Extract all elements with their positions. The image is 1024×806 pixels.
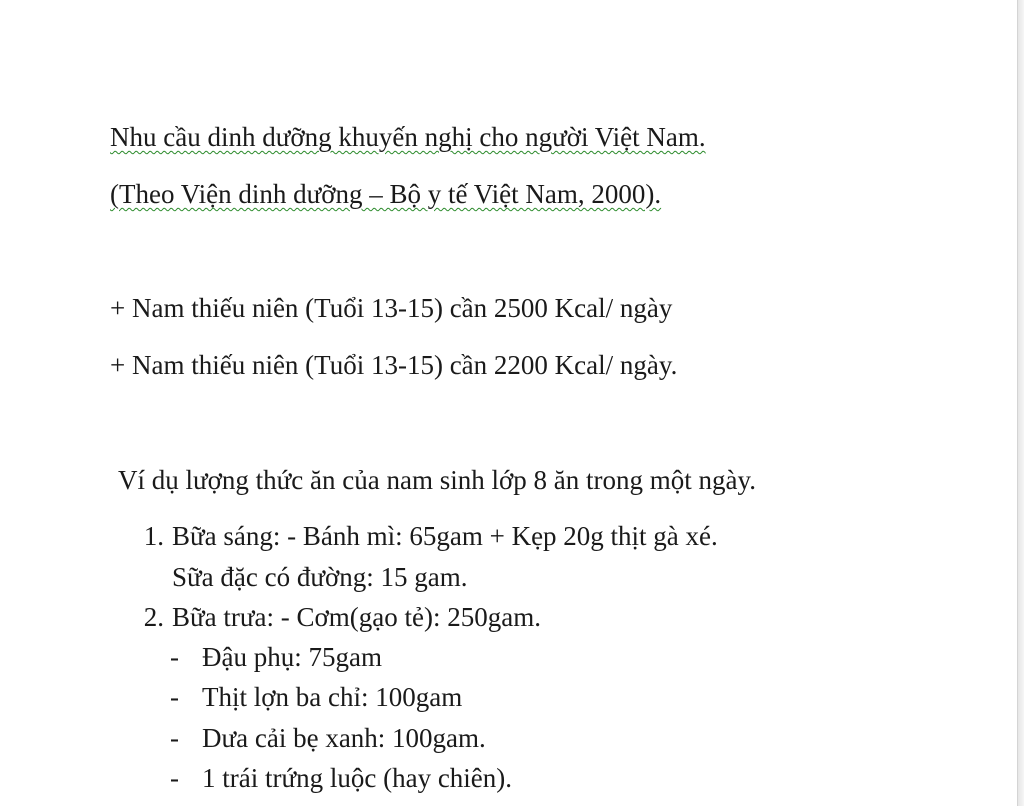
meal-breakfast-continuation: Sữa đặc có đường: 15 gam. xyxy=(172,562,468,592)
page-right-edge xyxy=(1017,0,1024,806)
list-dash-marker: - xyxy=(170,642,179,672)
list-dash-marker: - xyxy=(170,723,179,753)
list-dash-marker: - xyxy=(170,763,179,793)
requirement-line-1: + Nam thiếu niên (Tuổi 13-15) cần 2500 Kcal/ ngày xyxy=(110,293,673,323)
requirement-line-2: + Nam thiếu niên (Tuổi 13-15) cần 2200 Kcal/ ngày. xyxy=(110,350,678,380)
meal-number-1: 1. xyxy=(143,521,164,551)
document-title: Nhu cầu dinh dưỡng khuyến nghị cho người Việt Nam. xyxy=(110,122,706,152)
lunch-item-tofu: Đậu phụ: 75gam xyxy=(202,642,382,672)
meal-lunch-line: Bữa trưa: - Cơm(gạo tẻ): 250gam. xyxy=(172,602,541,632)
lunch-item-pickled-greens: Dưa cải bẹ xanh: 100gam. xyxy=(202,723,486,753)
lunch-item-pork: Thịt lợn ba chỉ: 100gam xyxy=(202,682,463,712)
document-source: (Theo Viện dinh dưỡng – Bộ y tế Việt Nam, 2000). xyxy=(110,179,662,209)
lunch-item-egg: 1 trái trứng luộc (hay chiên). xyxy=(202,763,513,793)
meal-breakfast-line: Bữa sáng: - Bánh mì: 65gam + Kẹp 20g thịt gà xé. xyxy=(172,521,718,551)
example-intro: Ví dụ lượng thức ăn của nam sinh lớp 8 ăn trong một ngày. xyxy=(118,465,756,495)
meal-number-2: 2. xyxy=(143,602,164,632)
list-dash-marker: - xyxy=(170,682,179,712)
